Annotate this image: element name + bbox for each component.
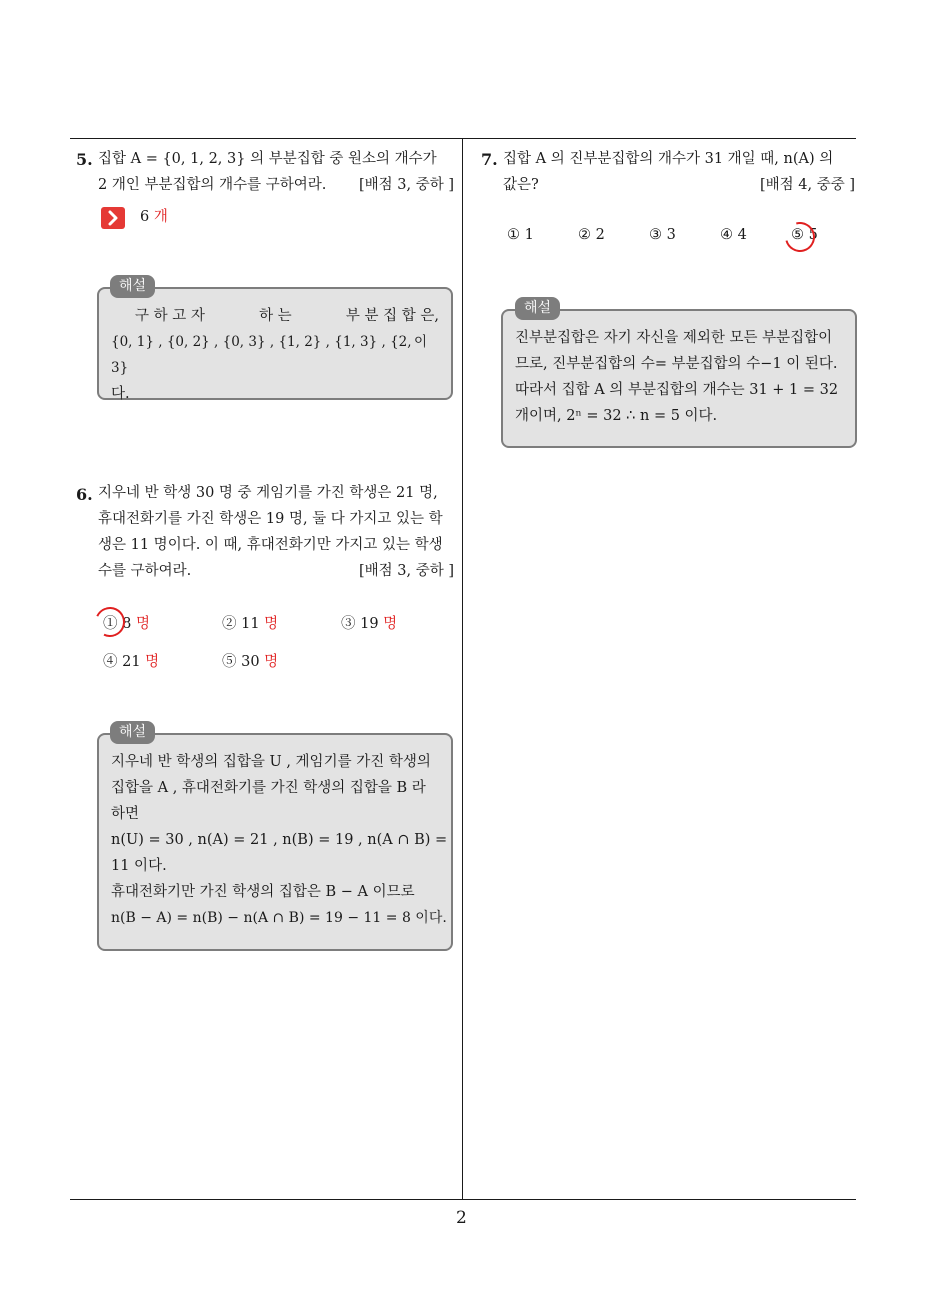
choice-value: 19 bbox=[360, 616, 379, 632]
choice-3[interactable] bbox=[649, 227, 676, 243]
question-line: 집합 A 의 진부분집합의 개수가 31 개일 때, n(A) 의 bbox=[503, 151, 834, 167]
question-line: 생은 11 명이다. 이 때, 휴대전화기만 가지고 있는 학생 bbox=[98, 537, 443, 553]
choice-value: 4 bbox=[737, 227, 747, 243]
answer-arrow-icon bbox=[101, 207, 125, 229]
choice-5[interactable] bbox=[222, 650, 278, 671]
choice-value: 11 bbox=[241, 616, 260, 632]
question-line: 수를 구하여라. bbox=[98, 563, 192, 579]
choice-4[interactable] bbox=[720, 227, 747, 243]
question-line: 휴대전화기를 가진 학생은 19 명, 둘 다 가지고 있는 학 bbox=[98, 511, 443, 527]
question-line: 집합 A = {0, 1, 2, 3} 의 부분집합 중 원소의 개수가 bbox=[98, 151, 437, 167]
top-rule bbox=[70, 138, 856, 139]
choice-2[interactable] bbox=[222, 612, 278, 633]
explanation-text: n(U) = 30 , n(A) = 21 , n(B) = 19 , n(A ∩ B) = bbox=[111, 832, 448, 848]
choice-4[interactable] bbox=[103, 650, 159, 671]
choice-2[interactable] bbox=[578, 227, 605, 243]
bottom-rule bbox=[70, 1199, 856, 1200]
explanation-text: 집합을 A , 휴대전화기를 가진 학생의 집합을 B 라 bbox=[111, 780, 426, 796]
explanation-text: 하 는 bbox=[259, 308, 292, 324]
choice-mark: ① bbox=[507, 227, 520, 243]
question-text bbox=[98, 480, 454, 584]
question-line: 2 개인 부분집합의 개수를 구하여라. bbox=[98, 177, 327, 193]
question-number: 7. bbox=[481, 150, 498, 169]
choice-1[interactable] bbox=[507, 227, 534, 243]
choice-mark: ② bbox=[222, 616, 237, 632]
explanation-tag: 해설 bbox=[110, 275, 155, 298]
selected-answer-circle bbox=[780, 217, 821, 258]
explanation-box bbox=[501, 309, 857, 448]
explanation-box bbox=[97, 287, 453, 400]
choice-3[interactable] bbox=[341, 612, 397, 633]
choice-unit: 명 bbox=[383, 616, 398, 632]
explanation-text: 구 하 고 자 bbox=[135, 308, 205, 324]
choice-value: 3 bbox=[666, 227, 676, 243]
answer-unit: 개 bbox=[153, 209, 168, 225]
answer-value: 6 bbox=[140, 209, 150, 225]
question-line: 지우네 반 학생 30 명 중 게임기를 가진 학생은 21 명, bbox=[98, 485, 438, 501]
choice-mark: ④ bbox=[103, 654, 118, 670]
choice-value: 1 bbox=[524, 227, 534, 243]
explanation-box bbox=[97, 733, 453, 951]
choice-unit: 명 bbox=[264, 616, 279, 632]
explanation-text: 11 이다. bbox=[111, 858, 167, 874]
choice-mark: ① bbox=[103, 616, 118, 632]
selected-answer-circle bbox=[91, 603, 132, 641]
choice-mark: ④ bbox=[720, 227, 733, 243]
question-number: 5. bbox=[76, 150, 93, 169]
choice-mark: ③ bbox=[649, 227, 662, 243]
choice-unit: 명 bbox=[145, 654, 160, 670]
explanation-tag: 해설 bbox=[515, 297, 560, 320]
answer-text bbox=[140, 205, 168, 226]
choice-unit: 명 bbox=[135, 616, 150, 632]
choice-mark: ② bbox=[578, 227, 591, 243]
choice-value: 2 bbox=[595, 227, 605, 243]
explanation-text: 지우네 반 학생의 집합을 U , 게임기를 가진 학생의 bbox=[111, 754, 431, 770]
question-line: 값은? bbox=[503, 177, 539, 193]
explanation-text: 하면 bbox=[111, 806, 140, 822]
choice-value: 30 bbox=[241, 654, 260, 670]
choice-unit: 명 bbox=[264, 654, 279, 670]
explanation-text: 개이며, 2ⁿ = 32 ∴ n = 5 이다. bbox=[515, 408, 718, 424]
score-label: [배점 3, 중하 ] bbox=[358, 563, 454, 579]
explanation-text: 므로, 진부분집합의 수= 부분집합의 수−1 이 된다. bbox=[515, 356, 838, 372]
score-label: [배점 4, 중중 ] bbox=[759, 177, 855, 193]
score-label: [배점 3, 중하 ] bbox=[358, 177, 454, 193]
choice-value: 5 bbox=[808, 227, 818, 243]
explanation-text: 부 분 집 합 은, bbox=[345, 308, 439, 324]
explanation-tag: 해설 bbox=[110, 721, 155, 744]
choice-mark: ⑤ bbox=[222, 654, 237, 670]
explanation-text: 진부분집합은 자기 자신을 제외한 모든 부분집합이 bbox=[515, 330, 833, 346]
explanation-text: 다. bbox=[111, 386, 130, 402]
question-text bbox=[98, 146, 454, 198]
question-number: 6. bbox=[76, 485, 93, 504]
choice-value: 21 bbox=[122, 654, 141, 670]
choice-mark: ⑤ bbox=[791, 227, 804, 243]
explanation-text: 이 bbox=[413, 334, 427, 350]
column-divider bbox=[462, 138, 463, 1200]
choice-value: 8 bbox=[122, 616, 132, 632]
explanation-text: 휴대전화기만 가진 학생의 집합은 B − A 이므로 bbox=[111, 884, 415, 900]
page-number: 2 bbox=[456, 1208, 467, 1228]
choice-mark: ③ bbox=[341, 616, 356, 632]
question-text bbox=[503, 146, 855, 198]
explanation-text: 따라서 집합 A 의 부분집합의 개수는 31 + 1 = 32 bbox=[515, 382, 839, 398]
explanation-text: n(B − A) = n(B) − n(A ∩ B) = 19 − 11 = 8 이다. bbox=[111, 910, 447, 926]
explanation-text: {0, 1} , {0, 2} , {0, 3} , {1, 2} , {1, 3} , {2, 3} bbox=[111, 334, 412, 376]
